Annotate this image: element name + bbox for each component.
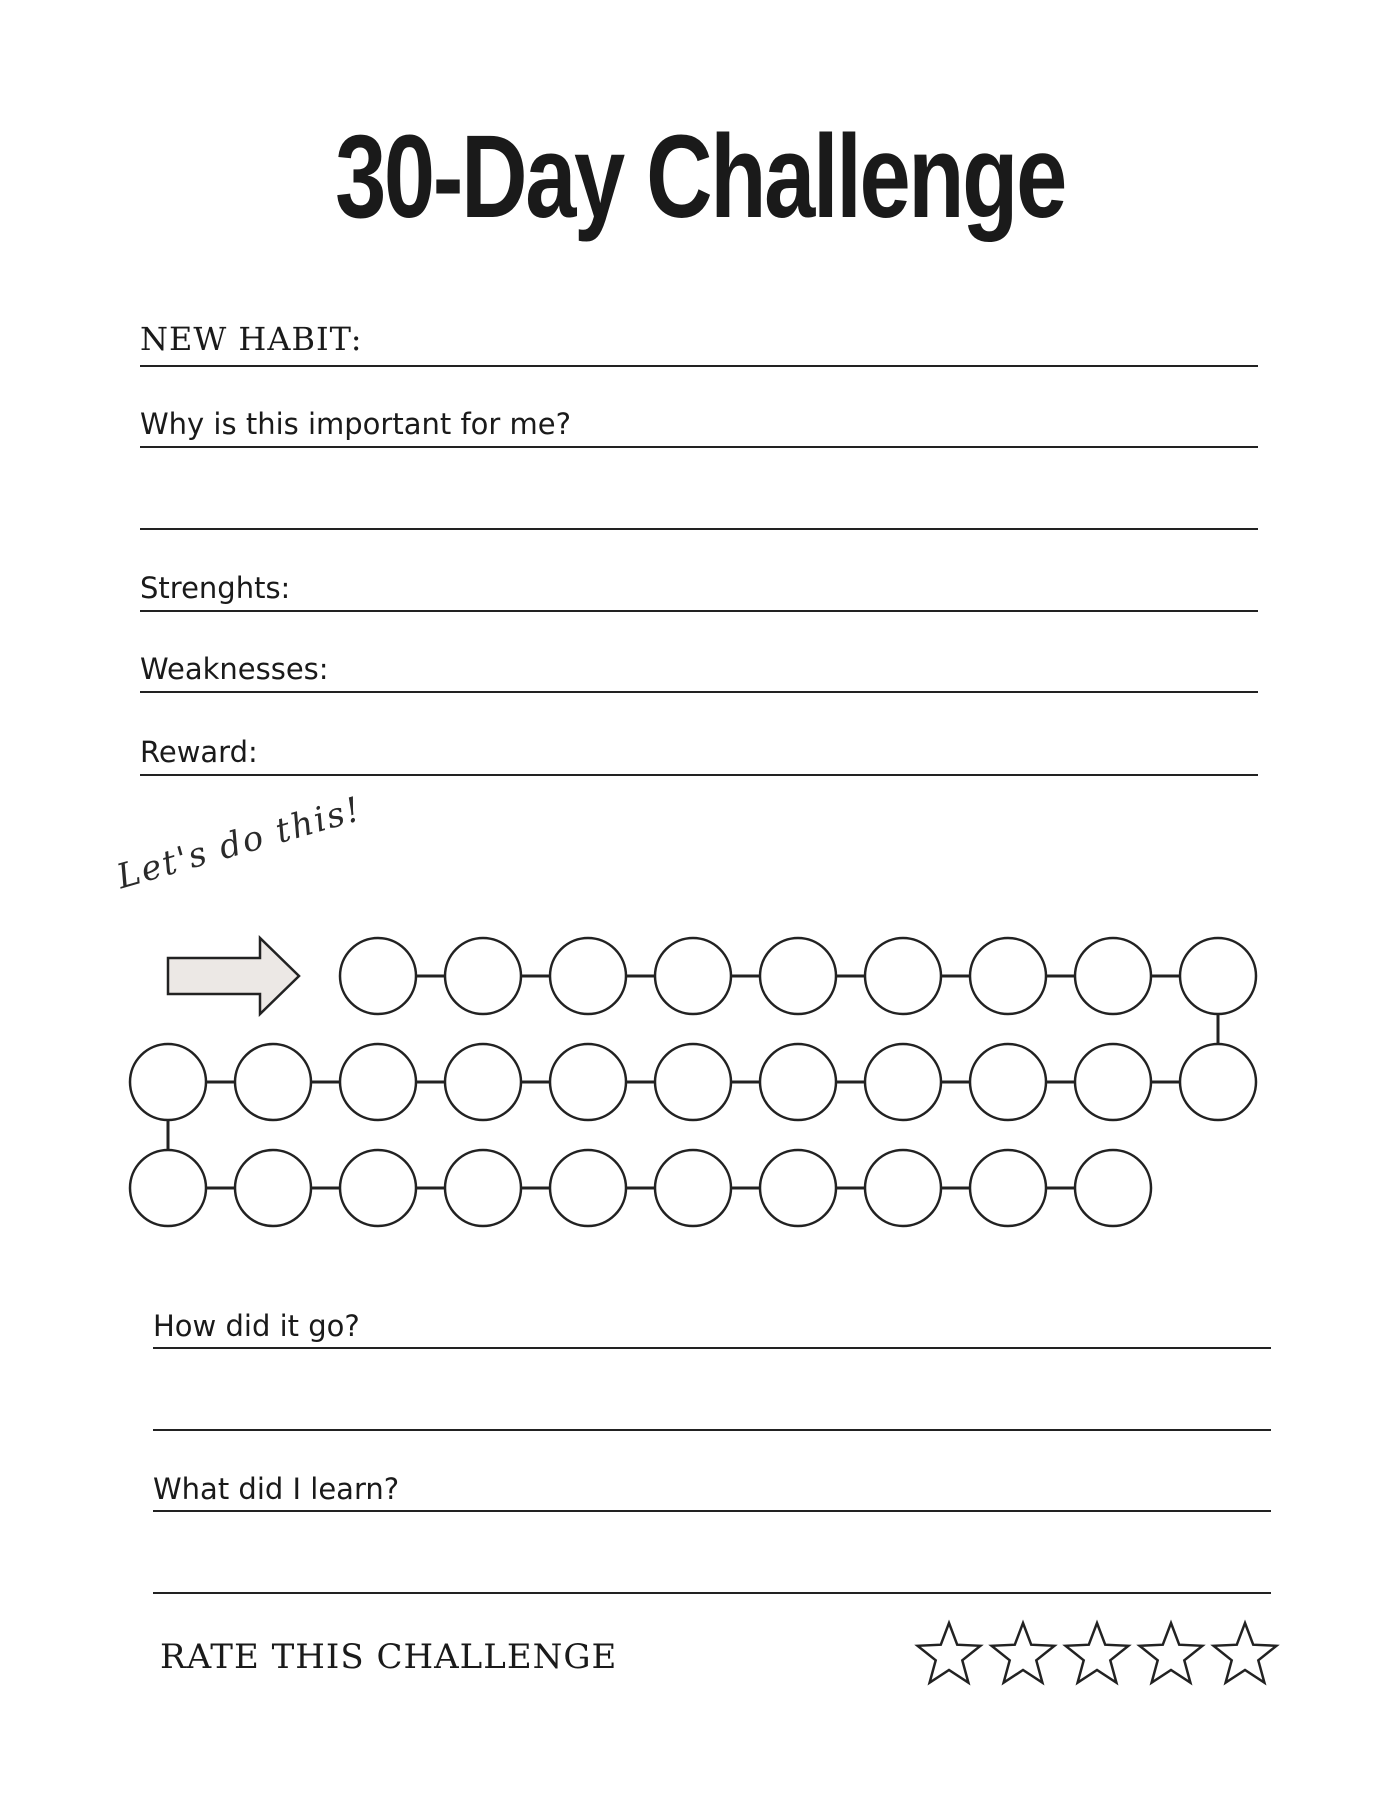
rate-challenge-label: RATE THIS CHALLENGE (160, 1637, 618, 1677)
day-circle-20[interactable] (130, 1044, 206, 1120)
day-circle-21[interactable] (130, 1150, 206, 1226)
tracker-circles (130, 938, 1256, 1226)
weaknesses-label: Weaknesses: (140, 652, 329, 686)
what-did-i-learn-line-1[interactable] (153, 1510, 1271, 1512)
what-did-i-learn-line-2[interactable] (153, 1592, 1271, 1594)
day-circle-28[interactable] (865, 1150, 941, 1226)
day-circle-9[interactable] (1180, 938, 1256, 1014)
day-circle-3[interactable] (550, 938, 626, 1014)
day-circle-23[interactable] (340, 1150, 416, 1226)
day-circle-15[interactable] (655, 1044, 731, 1120)
star-outline-icon[interactable] (1060, 1618, 1134, 1688)
day-circle-17[interactable] (445, 1044, 521, 1120)
motivation-text: Let's do this! (112, 789, 367, 898)
day-circle-4[interactable] (655, 938, 731, 1014)
day-circle-18[interactable] (340, 1044, 416, 1120)
rating-stars[interactable] (912, 1618, 1282, 1688)
day-circle-14[interactable] (760, 1044, 836, 1120)
day-circle-25[interactable] (550, 1150, 626, 1226)
how-did-it-go-label: How did it go? (153, 1309, 360, 1343)
day-circle-27[interactable] (760, 1150, 836, 1226)
strengths-label: Strenghts: (140, 571, 291, 605)
page-title: 30-Day Challenge (335, 111, 1065, 243)
why-important-label: Why is this important for me? (140, 407, 572, 441)
day-circle-26[interactable] (655, 1150, 731, 1226)
day-circle-2[interactable] (445, 938, 521, 1014)
day-circle-10[interactable] (1180, 1044, 1256, 1120)
day-circle-8[interactable] (1075, 938, 1151, 1014)
star-outline-icon[interactable] (912, 1618, 986, 1688)
star-outline-icon[interactable] (986, 1618, 1060, 1688)
what-did-i-learn-label: What did I learn? (153, 1472, 400, 1506)
start-arrow-icon (168, 938, 299, 1014)
day-circle-24[interactable] (445, 1150, 521, 1226)
day-circle-7[interactable] (970, 938, 1046, 1014)
day-circle-6[interactable] (865, 938, 941, 1014)
day-circle-11[interactable] (1075, 1044, 1151, 1120)
day-circle-1[interactable] (340, 938, 416, 1014)
day-circle-22[interactable] (235, 1150, 311, 1226)
day-circle-5[interactable] (760, 938, 836, 1014)
how-did-it-go-line-2[interactable] (153, 1429, 1271, 1431)
day-circle-29[interactable] (970, 1150, 1046, 1226)
reward-label: Reward: (140, 735, 258, 769)
day-circle-30[interactable] (1075, 1150, 1151, 1226)
star-outline-icon[interactable] (1134, 1618, 1208, 1688)
day-circle-16[interactable] (550, 1044, 626, 1120)
star-outline-icon[interactable] (1208, 1618, 1282, 1688)
day-circle-13[interactable] (865, 1044, 941, 1120)
day-circle-19[interactable] (235, 1044, 311, 1120)
day-circle-12[interactable] (970, 1044, 1046, 1120)
how-did-it-go-line-1[interactable] (153, 1347, 1271, 1349)
new-habit-label: NEW HABIT: (140, 320, 363, 358)
